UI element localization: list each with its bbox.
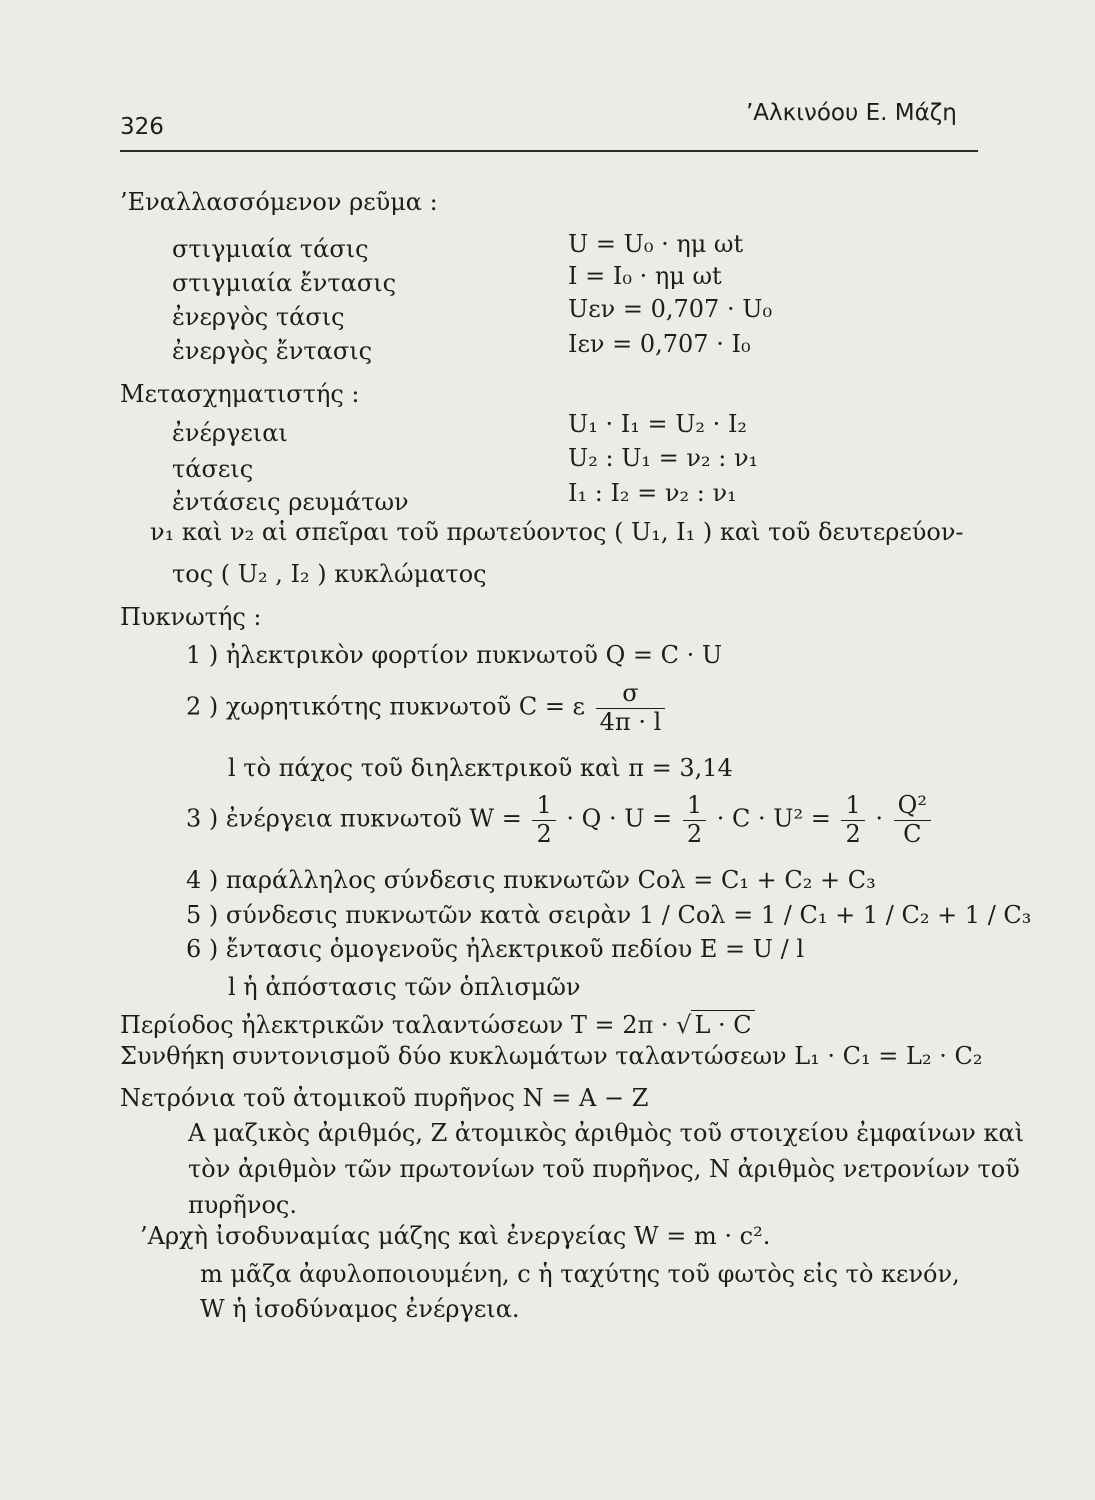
energy-fraction-4-num: Q²: [897, 791, 927, 819]
capacitor-item-1: 1 ) ἠλεκτρικὸν φορτίον πυκνωτοῦ Q = C · U: [186, 641, 723, 669]
capacitor-item-2-note: l τὸ πάχος τοῦ διηλεκτρικοῦ καὶ π = 3,14: [228, 754, 733, 782]
transformer-label-1: ἐνέργειαι: [172, 419, 288, 447]
energy-fraction-2-den: 2: [683, 820, 706, 849]
capacitor-item-3: 3 ) ἐνέργεια πυκνωτοῦ W = $\frac{1}{2}$ · Q · U = $\frac{1}{2}$ · C · U² = $\frac{1}{2}$ · $\frac{\text{Q²}}{C}$: [186, 792, 934, 848]
capacitor-item-3-text: 3 ) ἐνέργεια πυκνωτοῦ W =: [186, 804, 522, 833]
transformer-label-3: ἐντάσεις ρευμάτων: [172, 488, 409, 516]
ac-formula-1: U = U₀ · ημ ωt: [568, 230, 744, 258]
energy-fraction-3: [841, 792, 864, 848]
transformer-note-1: ν₁ καὶ ν₂ αἱ σπεῖραι τοῦ πρωτεύοντος ( U₁, I₁ ) καὶ τοῦ δευτερεύον-: [150, 518, 964, 546]
transformer-label-2: τάσεις: [172, 455, 254, 483]
capacitor-item-6-note: l ἡ ἀπόστασις τῶν ὁπλισμῶν: [228, 973, 581, 1001]
transformer-formula-1: U₁ · I₁ = U₂ · I₂: [568, 410, 748, 438]
energy-mid-2: · C · U² =: [716, 804, 831, 833]
capacitance-denominator: 4π · l: [596, 708, 666, 737]
capacitance-numerator: σ: [622, 679, 639, 707]
header-rule: [120, 150, 978, 152]
neutrons-note-3: πυρῆνος.: [188, 1191, 297, 1219]
ac-label-3: ἐνεργὸς τάσις: [172, 303, 345, 331]
ac-label-2: στιγμιαία ἔντασις: [172, 269, 397, 297]
neutrons-note-1: A μαζικὸς ἀριθμός, Z ἀτομικὸς ἀριθμὸς τοῦ στοιχείου ἐμφαίνων καὶ: [188, 1119, 1025, 1147]
ac-label-4: ἐνεργὸς ἔντασις: [172, 337, 373, 365]
resonance-line: Συνθήκη συντονισμοῦ δύο κυκλωμάτων ταλαντώσεων L₁ · C₁ = L₂ · C₂: [120, 1042, 983, 1070]
energy-fraction-3-num: 1: [845, 791, 861, 819]
energy-fraction-3-den: 2: [841, 820, 864, 849]
ac-formula-3: Uεν = 0,707 · U₀: [568, 295, 773, 323]
energy-fraction-2-num: 1: [686, 791, 703, 819]
capacitor-item-4: 4 ) παράλληλος σύνδεσις πυκνωτῶν Cολ = C₁ + C₂ + C₃: [186, 866, 876, 894]
energy-fraction-4: [894, 792, 931, 848]
ac-heading: ’Εναλλασσόμενον ρεῦμα :: [120, 188, 438, 216]
energy-fraction-1-den: 2: [532, 820, 555, 849]
energy-fraction-4-den: C: [894, 820, 931, 849]
transformer-heading: Μετασχηματιστής :: [120, 380, 360, 408]
ac-label-1: στιγμιαία τάσις: [172, 235, 369, 263]
ac-formula-4: Iεν = 0,707 · I₀: [568, 330, 751, 358]
energy-fraction-1: [532, 792, 555, 848]
equivalence-note-1: m μᾶζα ἀφυλοποιουμένη, c ἡ ταχύτης τοῦ φωτὸς εἰς τὸ κενόν,: [200, 1260, 960, 1288]
energy-fraction-1-num: 1: [536, 791, 552, 819]
running-title: ’Αλκινόου Ε. Μάζη: [746, 100, 957, 126]
energy-mid-1: · Q · U =: [566, 804, 673, 833]
neutrons-note-2: τὸν ἀριθμὸν τῶν πρωτονίων τοῦ πυρῆνος, N ἀριθμὸς νετρονίων τοῦ: [188, 1155, 1020, 1183]
equivalence-note-2: W ἡ ἰσοδύναμος ἐνέργεια.: [200, 1295, 520, 1323]
capacitor-item-2-text: 2 ) χωρητικότης πυκνωτοῦ C = ε: [186, 692, 585, 721]
capacitor-heading: Πυκνωτής :: [120, 603, 262, 631]
period-line: Περίοδος ἠλεκτρικῶν ταλαντώσεων T = 2π · √ L · C: [120, 1013, 755, 1037]
neutrons-line: Νετρόνια τοῦ ἀτομικοῦ πυρῆνος N = A − Z: [120, 1084, 649, 1112]
capacitor-item-2: [186, 680, 668, 736]
capacitance-fraction: [596, 680, 666, 736]
transformer-formula-3: I₁ : I₂ = ν₂ : ν₁: [568, 479, 737, 507]
transformer-formula-2: U₂ : U₁ = ν₂ : ν₁: [568, 444, 759, 472]
capacitor-item-5: 5 ) σύνδεσις πυκνωτῶν κατὰ σειρὰν 1 / Cολ = 1 / C₁ + 1 / C₂ + 1 / C₃: [186, 901, 1032, 929]
capacitor-item-6: 6 ) ἔντασις ὁμογενοῦς ἠλεκτρικοῦ πεδίου E = U / l: [186, 935, 805, 963]
period-text: Περίοδος ἠλεκτρικῶν ταλαντώσεων T = 2π ·: [120, 1011, 669, 1039]
equivalence-line: ’Αρχὴ ἰσοδυναμίας μάζης καὶ ἐνεργείας W = m · c².: [140, 1222, 771, 1250]
energy-fraction-2: [683, 792, 706, 848]
transformer-note-2: τος ( U₂ , I₂ ) κυκλώματος: [172, 560, 487, 588]
period-radicand: L · C: [691, 1010, 754, 1039]
ac-formula-2: I = I₀ · ημ ωt: [568, 262, 722, 290]
page-number: 326: [120, 114, 164, 140]
